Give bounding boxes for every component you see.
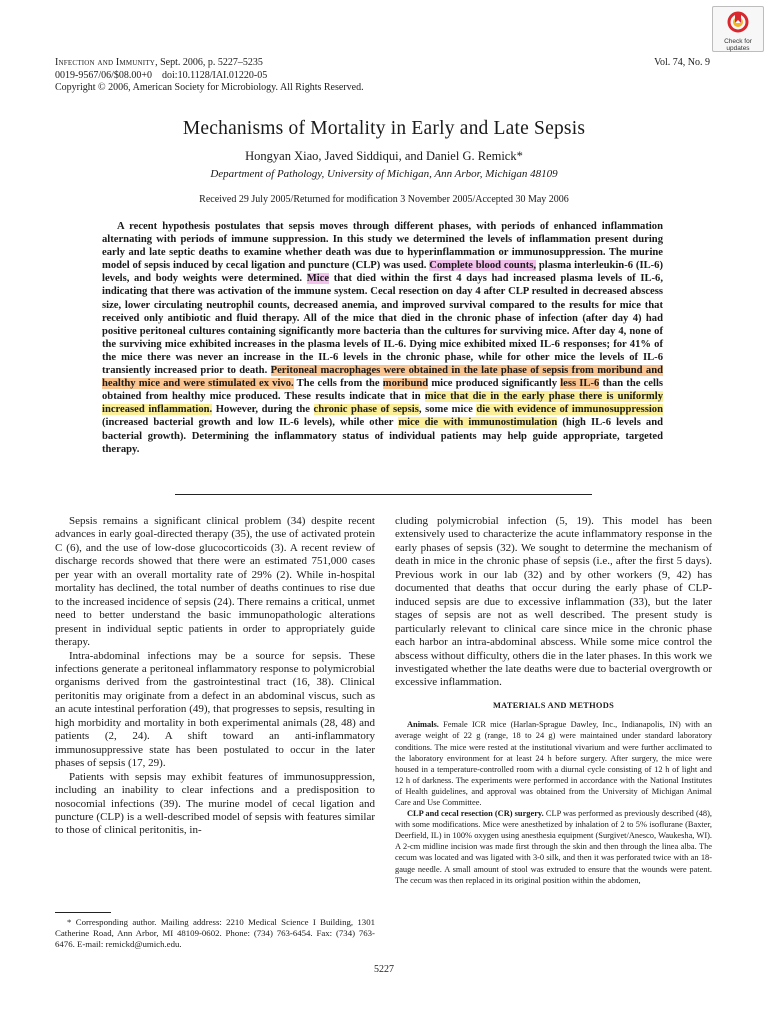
journal-name: Infection and Immunity	[55, 57, 156, 68]
article-affiliation: Department of Pathology, University of Michigan, Ann Arbor, Michigan 48109	[210, 168, 558, 180]
abstract-text: that died within the first 4 days had increased plasma levels of IL-6, indicating that there was activation of the immune system. Cecal resection on day 4 after CLP resulted in decreased abscess size, lower circulating neutrophil counts, decreased anemia, and improved survival compared to the results for mice that received only antibiotic and fluid therapy. All of the mice that died in the chronic phase of infection (after day 4) had positive peritoneal cultures containing significantly more bacteria than the cultures for surviving mice. After day 4, none of the surviving mice exhibited increases in the plasma levels of IL-6. Dying mice exhibited mixed IL-6 responses; for 41% of the mice there was never an increase in the IL-6 levels in the chronic phase, while for other mice the levels of IL-6 transiently increased prior to death.	[102, 273, 663, 377]
footnote-divider	[55, 912, 111, 913]
abstract-text: (increased bacterial growth and low IL-6 levels), while other	[102, 417, 399, 429]
abstract-text: (high IL-6 levels and bacterial growth). Determining the inflammatory status of individual patients may help guide appropriate, targeted therapy.	[102, 417, 663, 455]
corresponding-author-footnote: * Corresponding author. Mailing address: 2210 Medical Science I Building, 1301 Catherine Road, Ann Arbor, MI 48109-0602. Phone: (734) 763-6454. Fax: (734) 763-6476. E-mail: remickd@umich.edu.	[55, 917, 375, 950]
highlight-yellow: die with evidence of immunosuppression	[476, 404, 663, 416]
issn-doi: 0019-9567/06/$08.00+0 doi:10.1128/IAI.01220-05	[55, 69, 268, 81]
highlight-orange: moribund	[382, 378, 429, 390]
subsection-label: Animals.	[407, 720, 439, 730]
methods-text	[395, 719, 712, 885]
highlight-orange: less IL-6	[560, 378, 600, 390]
body-paragraph: Sepsis remains a significant clinical problem (34) despite recent advances in early goal-directed therapy (35), the use of activated protein C (6), and the use of low-dose glucocorticoids (3). A recent review of discharge records showed that there were an estimated 751,000 cases per year with an overall mortality rate of 29% (2). While in-hospital mortality has declined, the total number of deaths continues to rise due to the increased incidence of sepsis (24). There remains a critical, unmet need to better understand the basic immunopathologic alterations present in individual septic patients in order to appropriately guide therapy.	[55, 515, 375, 649]
journal-issue: , Sept. 2006, p. 5227–5235	[155, 57, 263, 68]
highlight-pink: Mice	[306, 273, 330, 285]
highlight-pink: Complete blood counts,	[429, 260, 537, 272]
body-paragraph: cluding polymicrobial infection (5, 19). This model has been extensively used to characterize the acute inflammatory response in the early phases of sepsis (32). We sought to determine the mechanism of death in mice in the chronic phase of sepsis (i.e., after the first 5 days). Previous work in our lab (32) and by other workers (9, 42) has documented that deaths that occur during the early phase of CLP-induced sepsis are due to excessive inflammation (33), but the later stages of sepsis are not as well described. The present study is particularly relevant to clinical care since mice in the chronic phase each harbor an intra-abdominal abscess. While some mice control the abscess without difficulty, others die in the later phases. In this work we investigated whether the late deaths were due to bacterial overgrowth or excessive inflammation.	[395, 515, 712, 689]
page-number: 5227	[374, 964, 394, 975]
highlight-yellow: mice that die in the early phase there is uniformly increased inflammation.	[102, 391, 663, 416]
journal-header	[55, 57, 364, 95]
volume-number: Vol. 74, No. 9	[654, 57, 710, 68]
article-authors: Hongyan Xiao, Javed Siddiqui, and Daniel G. Remick*	[245, 149, 523, 163]
methods-paragraph-clp	[395, 808, 712, 886]
body-column-right	[395, 515, 712, 886]
abstract-text: A recent hypothesis postulates that sepsis moves through different phases, with periods of enhanced inflammation alternating with periods of immune suppression. In this study we determined the levels of inflammation present during early and late septic deaths to examine whether death was due to hyperinflammation or immunosuppression. The murine model of sepsis induced by cecal ligation and puncture (CLP) was used.	[102, 221, 663, 272]
highlight-yellow: chronic phase of sepsis	[313, 404, 419, 416]
methods-paragraph-text: Female ICR mice (Harlan-Sprague Dawley, Inc., Indianapolis, IN) with an average weight of 22 g (range, 18 to 24 g) were maintained under standard laboratory conditions. The mice were rested at the institutional vivarium and were further acclimated to the laboratory environment for at least 24 h before surgery. After surgery, the mice were housed in a temperature-controlled room with a diurnal cycle consisting of 12 h of light and 12 h of darkness. The experiments were performed in accordance with the National Institutes of Health guidelines, and approval was obtained from the University of Michigan Animal Care and Use Committee.	[395, 720, 712, 807]
article-title: Mechanisms of Mortality in Early and Late Sepsis	[182, 118, 586, 139]
check-updates-icon	[727, 11, 749, 33]
badge-label-2: updates	[726, 45, 750, 52]
abstract	[102, 220, 663, 456]
highlight-yellow: mice die with immunostimulation	[398, 417, 558, 429]
abstract-text: The cells from the	[293, 378, 383, 390]
badge-label-1: Check for	[724, 38, 752, 45]
methods-paragraph-animals	[395, 719, 712, 808]
section-divider	[175, 494, 592, 495]
abstract-text: However, during the	[212, 404, 314, 416]
subsection-label: CLP and cecal resection (CR) surgery.	[407, 809, 544, 819]
abstract-text: plasma interleukin-6 (IL-6) levels, and body weights were determined.	[102, 260, 663, 285]
abstract-text: than the cells obtained from healthy mice produced. These results indicate that in	[102, 378, 664, 403]
body-column-left	[55, 515, 375, 838]
body-paragraph: Intra-abdominal infections may be a source for sepsis. These infections generate a peritoneal inflammatory response to polymicrobial organisms derived from the gastrointestinal tract (16, 38). Clinical peritonitis may originate from a defect in an abdominal viscus, such as an acute intestinal perforation (49), that progresses to sepsis, resulting in high morbidity and mortality in both experimental animals (28, 48) and patients (2, 24). A shift toward an anti-inflammatory immunosuppressive state has been postulated to occur in the later phases of sepsis (17, 29).	[55, 649, 375, 770]
abstract-text: , some mice	[418, 404, 477, 416]
methods-heading: MATERIALS AND METHODS	[492, 700, 615, 710]
methods-paragraph-text: CLP was performed as previously described (48), with some modifications. Mice were anesthetized by inhalation of 2 to 5% isoflurane (Baxter, Deerfield, IL) in 100% oxygen using anesthesia equipment (Surgivet/Anesco, Waukesha, WI). A 2-cm midline incision was made first through the skin and then through the linea alba. The cecum was located and was ligated with 3-0 silk, and then it was perforated twice with an 18-gauge needle. A small amount of stool was extruded to ensure that the wounds were patent. The cecum was then replaced in its original position within the abdomen,	[395, 809, 712, 885]
highlight-orange: Peritoneal macrophages were obtained in the late phase of sepsis from moribund and healthy mice and were stimulated ex vivo.	[102, 365, 663, 390]
received-dates: Received 29 July 2005/Returned for modification 3 November 2005/Accepted 30 May 2006	[199, 194, 569, 205]
body-paragraph: Patients with sepsis may exhibit features of immunosuppression, including an inability to clear infections and a predisposition to nosocomial infections (39). The murine model of cecal ligation and puncture (CLP) is a well-described model of sepsis with features similar to those of clinical peritonitis, in-	[55, 770, 375, 837]
check-for-updates-badge[interactable]	[712, 6, 764, 52]
abstract-text: mice produced significantly	[428, 378, 561, 390]
copyright-line: Copyright © 2006, American Society for Microbiology. All Rights Reserved.	[55, 82, 364, 93]
journal-citation-line	[55, 57, 364, 70]
